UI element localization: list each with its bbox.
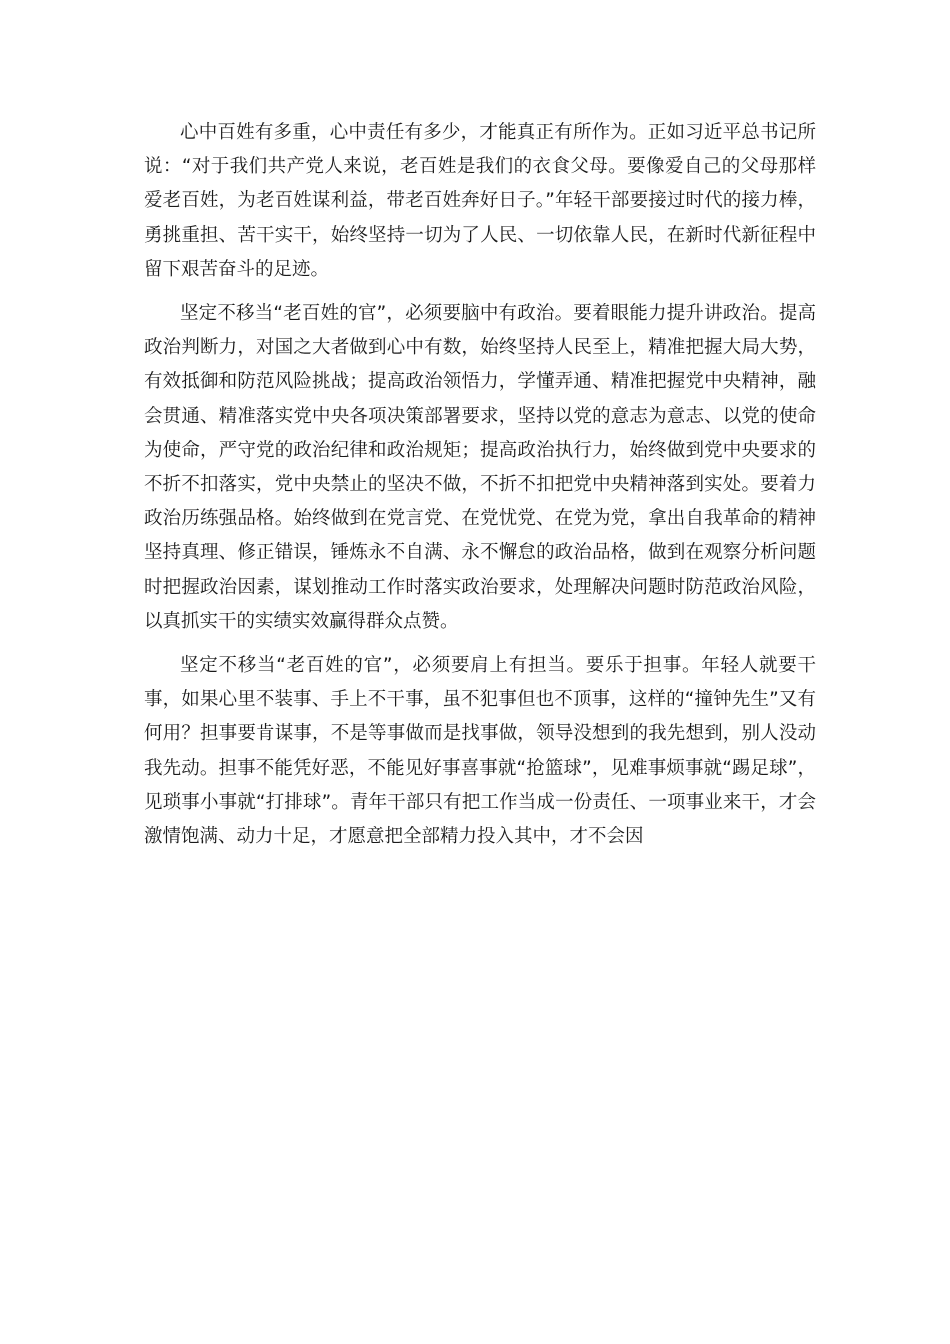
document-body xyxy=(144,116,816,864)
paragraph-2: 坚定不移当“老百姓的官”，必须要脑中有政治。要着眼能力提升讲政治。提高政治判断力，对国之大者做到心中有数，始终坚持人民至上，精准把握大局大势，有效抵御和防范风险挑战；提高政治领悟力，学懂弄通、精准把握党中央精神，融会贯通、精准落实党中央各项决策部署要求，坚持以党的意志为意志、以党的使命为使命，严守党的政治纪律和政治规矩；提高政治执行力，始终做到党中央要求的不折不扣落实，党中央禁止的坚决不做，不折不扣把党中央精神落到实处。要着力政治历练强品格。始终做到在党言党、在党忧党、在党为党，拿出自我革命的精神坚持真理、修正错误，锤炼永不自满、永不懈怠的政治品格，做到在观察分析问题时把握政治因素，谋划推动工作时落实政治要求，处理解决问题时防范政治风险，以真抓实干的实绩实效赢得群众点赞。 xyxy=(144,303,816,632)
paragraph-1: 心中百姓有多重，心中责任有多少，才能真正有所作为。正如习近平总书记所说：“对于我们共产党人来说，老百姓是我们的衣食父母。要像爱自己的父母那样爱老百姓，为老百姓谋利益，带老百姓奔好日子。”年轻干部要接过时代的接力棒，勇挑重担、苦干实干，始终坚持一切为了人民、一切依靠人民，在新时代新征程中留下艰苦奋斗的足迹。 xyxy=(144,122,816,280)
paragraph-3: 坚定不移当“老百姓的官”，必须要肩上有担当。要乐于担事。年轻人就要干事，如果心里不装事、手上不干事，虽不犯事但也不顶事，这样的“撞钟先生”又有何用？担事要肯谋事，不是等事做而是找事做，领导没想到的我先想到，别人没动我先动。担事不能凭好恶，不能见好事喜事就“抢篮球”，见难事烦事就“踢足球”，见琐事小事就“打排球”。青年干部只有把工作当成一份责任、一项事业来干，才会激情饱满、动力十足，才愿意把全部精力投入其中，才不会因 xyxy=(144,655,816,848)
